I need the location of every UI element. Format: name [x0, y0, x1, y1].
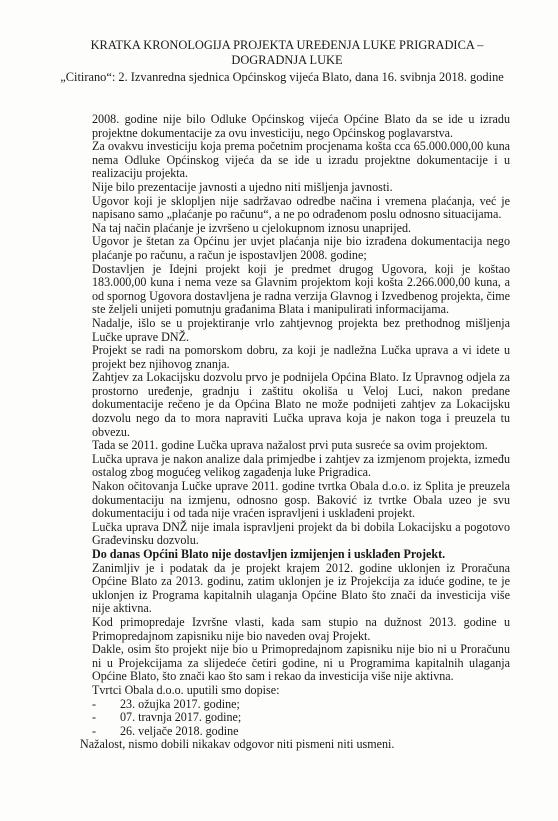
- list-item-text: 07. travnja 2017. godine;: [120, 710, 242, 725]
- document-title: KRATKA KRONOLOGIJA PROJEKTA UREĐENJA LUKE PRIGRADICA – DOGRADNJA LUKE: [90, 38, 484, 67]
- document-subtitle: „Citirano“: 2. Izvanredna sjednica Općinskog vijeća Blato, dana 16. svibnja 2018. godine: [60, 70, 504, 84]
- paragraph: Na taj način plaćanje je izvršeno u cjelokupnom iznosu unaprijed.: [92, 220, 412, 235]
- paragraph: Tada se 2011. godine Lučka uprava nažalost prvi puta susreće sa ovim projektom.: [92, 438, 488, 453]
- paragraph: Nakon očitovanja Lučke uprave 2011. godine tvrtka Obala d.o.o. iz Splita je preuzela dokumentaciju na izmjenu, odnosno gosp. Baković iz tvrtke Obala uzeo je svu dokumentaciju i od tada nije vraćen ispravljeni i usklađeni projekt.: [92, 479, 510, 521]
- paragraph: Projekt se radi na pomorskom dobru, za koji je nadležna Lučka uprava a vi idete u projekt bez njihovog znanja.: [92, 343, 510, 371]
- list-item-text: 23. ožujka 2017. godine;: [120, 696, 240, 711]
- list-marker: -: [92, 710, 97, 725]
- closing-statement: Nažalost, nismo dobili nikakav odgovor niti pismeni niti usmeni.: [80, 737, 395, 752]
- list-item-text: 26. veljače 2018. godine: [120, 723, 239, 738]
- list-item: [92, 725, 510, 739]
- bold-statement: Do danas Općini Blato nije dostavljen izmijenjen i usklađen Projekt.: [92, 547, 446, 561]
- list-item: [92, 698, 510, 712]
- list-item: [92, 711, 510, 725]
- paragraph: Ugovor je štetan za Općinu jer uvjet plaćanja nije bio izrađena dokumentacija nego plaćanje po računu, a račun je ispostavljen 2008. godine;: [92, 234, 510, 262]
- paragraph: Zahtjev za Lokacijsku dozvolu prvo je podnijela Općina Blato. Iz Upravnog odjela za prostorno uređenje, gradnju i zaštitu okoliša u Veloj Luci, nakon predane dokumentacije rečeno je da Općina Blato ne može podnijeti zahtjev za Lokacijsku dozvolu nego da to mora napraviti Lučka uprava koja je nakon toga i preuzela tu obvezu.: [92, 370, 510, 439]
- paragraph: Za ovakvu investiciju koja prema početnim procjenama košta cca 65.000.000,00 kuna nema Odluke Općinskog vijeća da se ide u izradu projektne dokumentacije i u realizaciju projekta.: [92, 139, 510, 181]
- paragraph: Lučka uprava je nakon analize dala primjedbe i zahtjev za izmjenom projekta, između ostalog zbog mogućeg velikog zagađenja luke Prigradica.: [92, 451, 510, 480]
- paragraph: Zanimljiv je i podatak da je projekt krajem 2012. godine uklonjen iz Proračuna Općine Blato za 2013. godinu, zatim uklonjen je iz Projekcija za iduće godine, te je uklonjen iz Programa kapitalnih ulaganja Općine Blato što znači da investicija više nije aktivna.: [92, 560, 510, 616]
- paragraph: Dostavljen je Idejni projekt koji je predmet drugog Ugovora, koji je koštao 183.000,00 kuna i nema veze sa Glavnim projektom koji košta 2.266.000,00 kuna, a od spornog Ugovora dostavljena je radna verzija Glavnog i Izvedbenog projekta, čime ste željeli unijeti pomutnju građanima Blata i manipulirati informacijama.: [92, 261, 510, 317]
- paragraph: Lučka uprava DNŽ nije imala ispravljeni projekt da bi dobila Lokacijsku a pogotovo Građevinsku dozvolu.: [92, 519, 510, 548]
- paragraph: Kod primopredaje Izvršne vlasti, kada sam stupio na dužnost 2013. godine u Primopredajnom zapisniku nije bio naveden ovaj Projekt.: [92, 614, 510, 643]
- paragraph: Nadalje, išlo se u projektiranje vrlo zahtjevnog projekta bez prethodnog mišljenja Lučke uprave DNŽ.: [92, 315, 510, 344]
- paragraph: Nije bilo prezentacije javnosti a ujedno niti mišljenja javnosti.: [92, 179, 393, 194]
- paragraph: Tvrtci Obala d.o.o. uputili smo dopise:: [92, 682, 280, 697]
- document-body: [50, 113, 524, 752]
- list-marker: -: [92, 696, 97, 711]
- paragraph: Dakle, osim što projekt nije bio u Primopredajnom zapisniku nije bio ni u Proračunu ni u Projekcijama za slijedeće četiri godine, ni u Programima kapitalnih ulaganja Općine Blato, što znači kao što sam i rekao da investicija više nije aktivna.: [92, 642, 510, 684]
- letters-list: [92, 698, 510, 739]
- paragraph: 2008. godine nije bilo Odluke Općinskog vijeća Općine Blato da se ide u izradu projektne dokumentacije za ovu investiciju, nego Općinskog poglavarstva.: [92, 112, 510, 140]
- list-marker: -: [92, 723, 97, 738]
- paragraph: Ugovor koji je sklopljen nije sadržavao odredbe načina i vremena plaćanja, već je napisano samo „plaćanje po računu“, a ne po odrađenom poslu odnosno situacijama.: [92, 193, 510, 222]
